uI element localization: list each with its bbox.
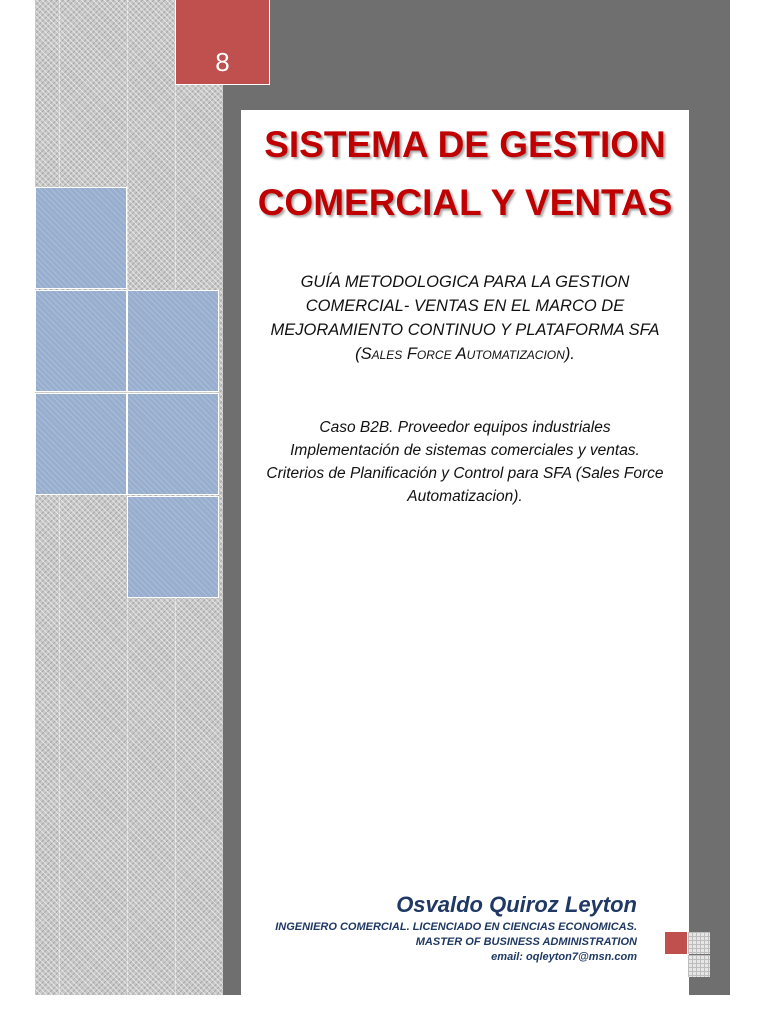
document-title: [241, 116, 689, 232]
blue-tile: [35, 393, 127, 495]
subtitle-line: GUÍA METODOLOGICA PARA LA GESTION: [300, 273, 630, 291]
case-line: Caso B2B. Proveedor equipos industriales: [319, 419, 611, 436]
subtitle-paren-close: ).: [564, 345, 575, 363]
page-number: 8: [215, 47, 230, 77]
blue-tile: [127, 393, 219, 495]
subtitle-line: MEJORAMIENTO CONTINUO Y PLATAFORMA SFA: [270, 321, 660, 339]
blue-tile: [35, 187, 127, 289]
author-degree: MASTER OF BUSINESS ADMINISTRATION: [415, 936, 637, 948]
title-line: COMERCIAL Y VENTAS: [257, 182, 673, 223]
case-description: [245, 416, 685, 508]
document-subtitle: [249, 270, 681, 366]
page-number-badge: [175, 0, 270, 85]
case-line: Criterios de Planificación y Control para SFA (Sales Force: [266, 465, 664, 482]
blue-tile: [127, 496, 219, 598]
author-block: [197, 890, 637, 965]
title-line: SISTEMA DE GESTION: [264, 124, 666, 165]
texture-divider: [59, 0, 60, 995]
case-line: Automatizacion).: [407, 488, 523, 505]
grid-square-decoration: [688, 955, 710, 977]
author-name: Osvaldo Quiroz Leyton: [396, 892, 637, 917]
cover-page: [35, 0, 730, 995]
subtitle-line: COMERCIAL- VENTAS EN EL MARCO DE: [305, 297, 625, 315]
red-square-decoration: [665, 932, 687, 954]
blue-tile: [127, 290, 219, 392]
author-title: INGENIERO COMERCIAL. LICENCIADO EN CIENCIAS ECONOMICAS.: [275, 921, 637, 933]
subtitle-small-caps: Sales Force Automatizacion: [360, 345, 565, 363]
title-panel: [241, 110, 689, 995]
grid-square-decoration: [688, 932, 710, 954]
subtitle-paren-open: (: [355, 345, 361, 363]
author-email: email: oqleyton7@msn.com: [491, 951, 637, 963]
case-line: Implementación de sistemas comerciales y ventas.: [290, 442, 640, 459]
blue-tile: [35, 290, 127, 392]
